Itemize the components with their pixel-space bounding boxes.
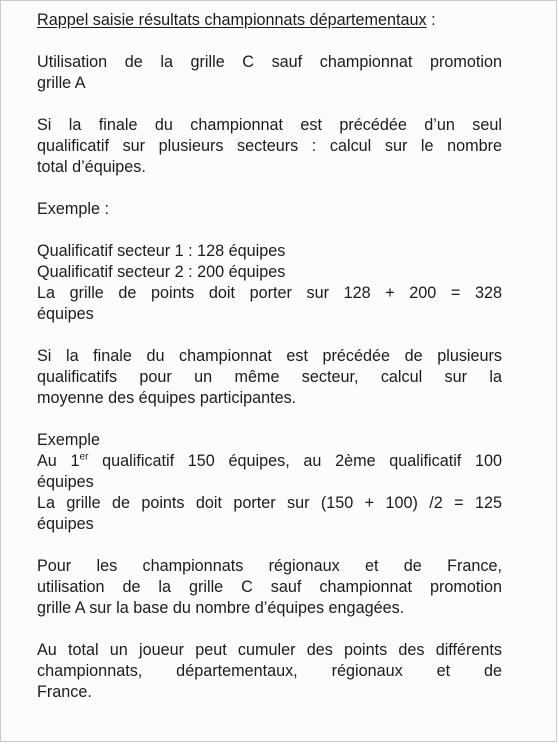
document-title bbox=[37, 10, 502, 31]
text-line: Si la finale du championnat est précédée de plusieurs bbox=[37, 347, 502, 365]
example-block-1 bbox=[37, 241, 502, 325]
text-line: Qualificatif secteur 2 : 200 équipes bbox=[37, 263, 286, 281]
example-heading-1: Exemple : bbox=[37, 200, 109, 218]
text-line: qualificatifs pour un même secteur, calcul sur la bbox=[37, 368, 502, 386]
paragraph-grid-usage bbox=[37, 52, 502, 94]
example-heading-2: Exemple bbox=[37, 431, 100, 449]
text-line: France. bbox=[37, 683, 92, 701]
text-line: moyenne des équipes participantes. bbox=[37, 389, 297, 407]
document-body bbox=[37, 10, 502, 703]
superscript: er bbox=[79, 451, 89, 463]
text-fragment: Au 1 bbox=[37, 452, 80, 470]
text-line: grille A sur la base du nombre d’équipes engagées. bbox=[37, 599, 405, 617]
text-line: total d’équipes. bbox=[37, 158, 146, 176]
text-line bbox=[37, 451, 502, 472]
text-line: La grille de points doit porter sur (150 + 100) /2 = 125 bbox=[37, 494, 502, 512]
example-block-2 bbox=[37, 430, 502, 535]
text-line: équipes bbox=[37, 305, 94, 323]
title-text: Rappel saisie résultats championnats départementaux bbox=[37, 11, 427, 29]
title-suffix: : bbox=[426, 11, 436, 29]
text-line: Au total un joueur peut cumuler des points des différents bbox=[37, 641, 502, 659]
text-line: qualificatif sur plusieurs secteurs : calcul sur le nombre bbox=[37, 137, 502, 155]
paragraph-regional-national bbox=[37, 556, 502, 619]
text-line: championnats, départementaux, régionaux et de bbox=[37, 662, 502, 680]
text-line: Utilisation de la grille C sauf championnat promotion bbox=[37, 53, 502, 71]
text-line: Qualificatif secteur 1 : 128 équipes bbox=[37, 242, 286, 260]
text-line: Pour les championnats régionaux et de France, bbox=[37, 557, 502, 575]
text-fragment: qualificatif 150 équipes, au 2ème qualificatif 100 bbox=[88, 452, 502, 470]
text-line: équipes bbox=[37, 473, 94, 491]
text-line: grille A bbox=[37, 74, 86, 92]
text-line: utilisation de la grille C sauf championnat promotion bbox=[37, 578, 502, 596]
text-line: La grille de points doit porter sur 128 + 200 = 328 bbox=[37, 284, 502, 302]
text-line: équipes bbox=[37, 515, 94, 533]
paragraph-multiple-qualifiers bbox=[37, 346, 502, 409]
paragraph-cumulative-points bbox=[37, 640, 502, 703]
paragraph-single-qualifier bbox=[37, 115, 502, 178]
text-line: Si la finale du championnat est précédée d’un seul bbox=[37, 116, 502, 134]
